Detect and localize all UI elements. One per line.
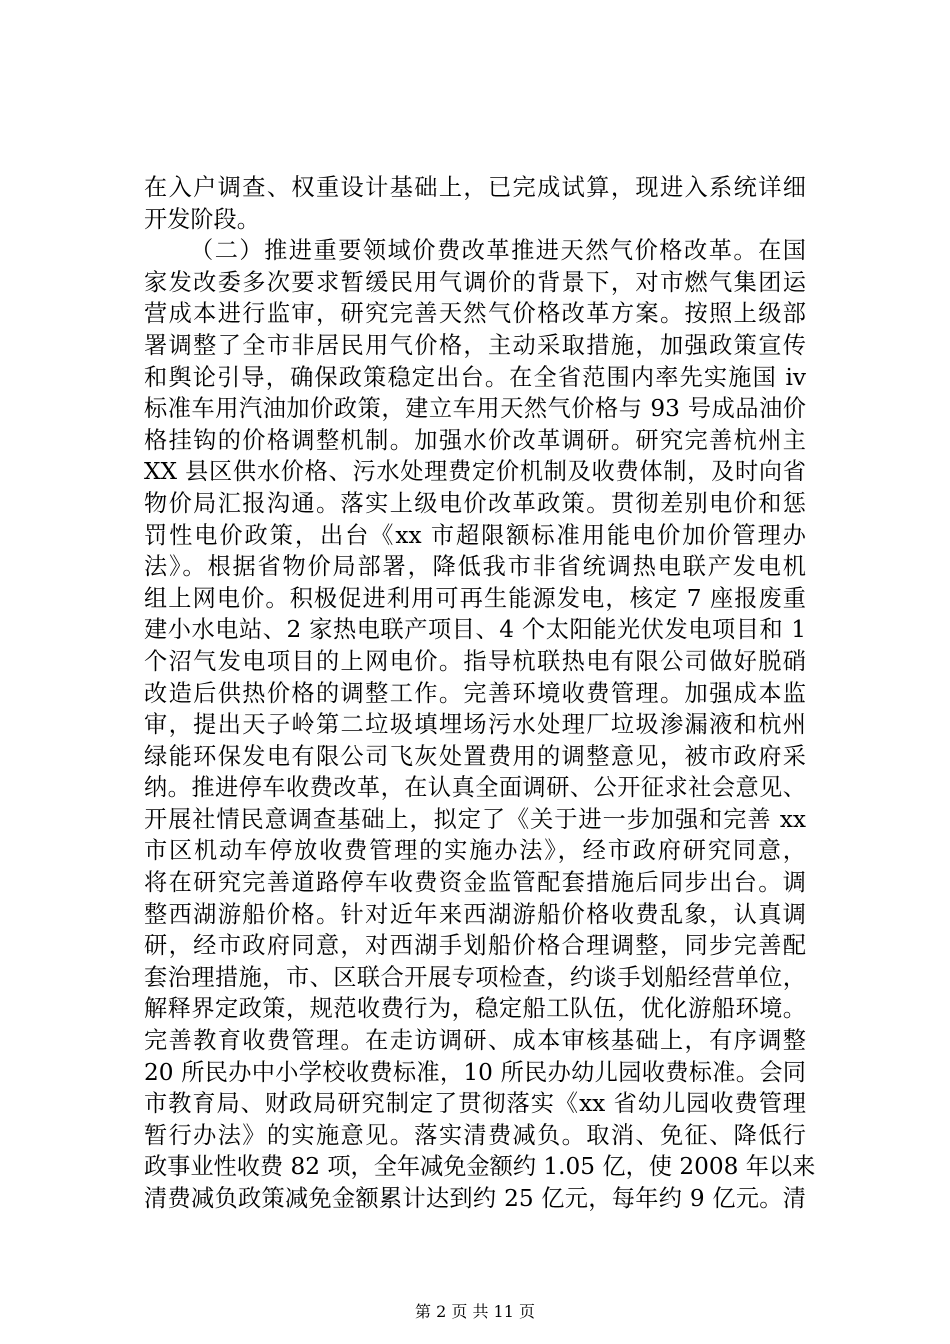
text-line: 绿能环保发电有限公司飞灰处置费用的调整意见，被市政府采 [144,742,806,770]
text-line: 套治理措施，市、区联合开展专项检查，约谈手划船经营单位， [144,963,806,991]
text-line: 政事业性收费 82 项，全年减免金额约 1.05 亿，使 2008 年以来 [144,1153,816,1181]
text-line: 家发改委多次要求暂缓民用气调价的背景下，对市燃气集团运 [144,268,806,296]
text-line: 在入户调查、权重设计基础上，已完成试算，现进入系统详细 [144,174,806,201]
text-line: 和舆论引导，确保政策稳定出台。在全省范围内率先实施国 iv [144,363,806,391]
text-line: 暂行办法》的实施意见。落实清费减负。取消、免征、降低行 [144,1121,806,1149]
text-line: （二）推进重要领域价费改革推进天然气价格改革。在国 [190,237,806,265]
text-line: 组上网电价。积极促进利用可再生能源发电，核定 7 座报废重 [144,584,806,612]
text-line: 开发阶段。 [144,205,260,233]
text-line: 完善教育收费管理。在走访调研、成本审核基础上，有序调整 [144,1027,806,1055]
text-line: 标准车用汽油加价政策，建立车用天然气价格与 93 号成品油价 [144,395,806,423]
text-line: 开展社情民意调查基础上，拟定了《关于进一步加强和完善 xx [144,805,806,833]
text-line: 营成本进行监审，研究完善天然气价格改革方案。按照上级部 [144,300,806,328]
text-line: 整西湖游船价格。针对近年来西湖游船价格收费乱象，认真调 [144,900,806,928]
body-text [144,172,816,1215]
text-line: 署调整了全市非居民用气价格，主动采取措施，加强政策宣传 [144,331,806,359]
text-line: 将在研究完善道路停车收费资金监管配套措施后同步出台。调 [144,869,806,897]
text-line: XX 县区供水价格、污水处理费定价机制及收费体制，及时向省 [144,458,806,486]
text-line: 20 所民办中小学校收费标准，10 所民办幼儿园收费标准。会同 [144,1058,806,1086]
text-line: 建小水电站、2 家热电联产项目、4 个太阳能光伏发电项目和 1 [144,616,806,644]
text-line: 市教育局、财政局研究制定了贯彻落实《xx 省幼儿园收费管理 [144,1090,806,1118]
text-line: 罚性电价政策，出台《xx 市超限额标准用能电价加价管理办 [144,521,806,549]
text-line: 纳。推进停车收费改革，在认真全面调研、公开征求社会意见、 [144,774,806,802]
text-line: 法》。根据省物价局部署，降低我市非省统调热电联产发电机 [144,553,806,581]
text-line: 市区机动车停放收费管理的实施办法》，经市政府研究同意， [144,837,806,865]
text-line: 物价局汇报沟通。落实上级电价改革政策。贯彻差别电价和惩 [144,489,806,517]
text-line: 解释界定政策，规范收费行为，稳定船工队伍，优化游船环境。 [144,995,806,1023]
text-line: 格挂钩的价格调整机制。加强水价改革调研。研究完善杭州主 [144,426,806,454]
text-line: 改造后供热价格的调整工作。完善环境收费管理。加强成本监 [144,679,806,707]
text-line: 个沼气发电项目的上网电价。指导杭联热电有限公司做好脱硝 [144,647,806,675]
text-line: 清费减负政策减免金额累计达到约 25 亿元，每年约 9 亿元。清 [144,1185,806,1212]
text-line: 审，提出天子岭第二垃圾填埋场污水处理厂垃圾渗漏液和杭州 [144,711,806,739]
page-number-label: 第 2 页 共 11 页 [415,1302,535,1321]
page-footer [0,1302,950,1322]
text-line: 研，经市政府同意，对西湖手划船价格合理调整，同步完善配 [144,932,806,960]
